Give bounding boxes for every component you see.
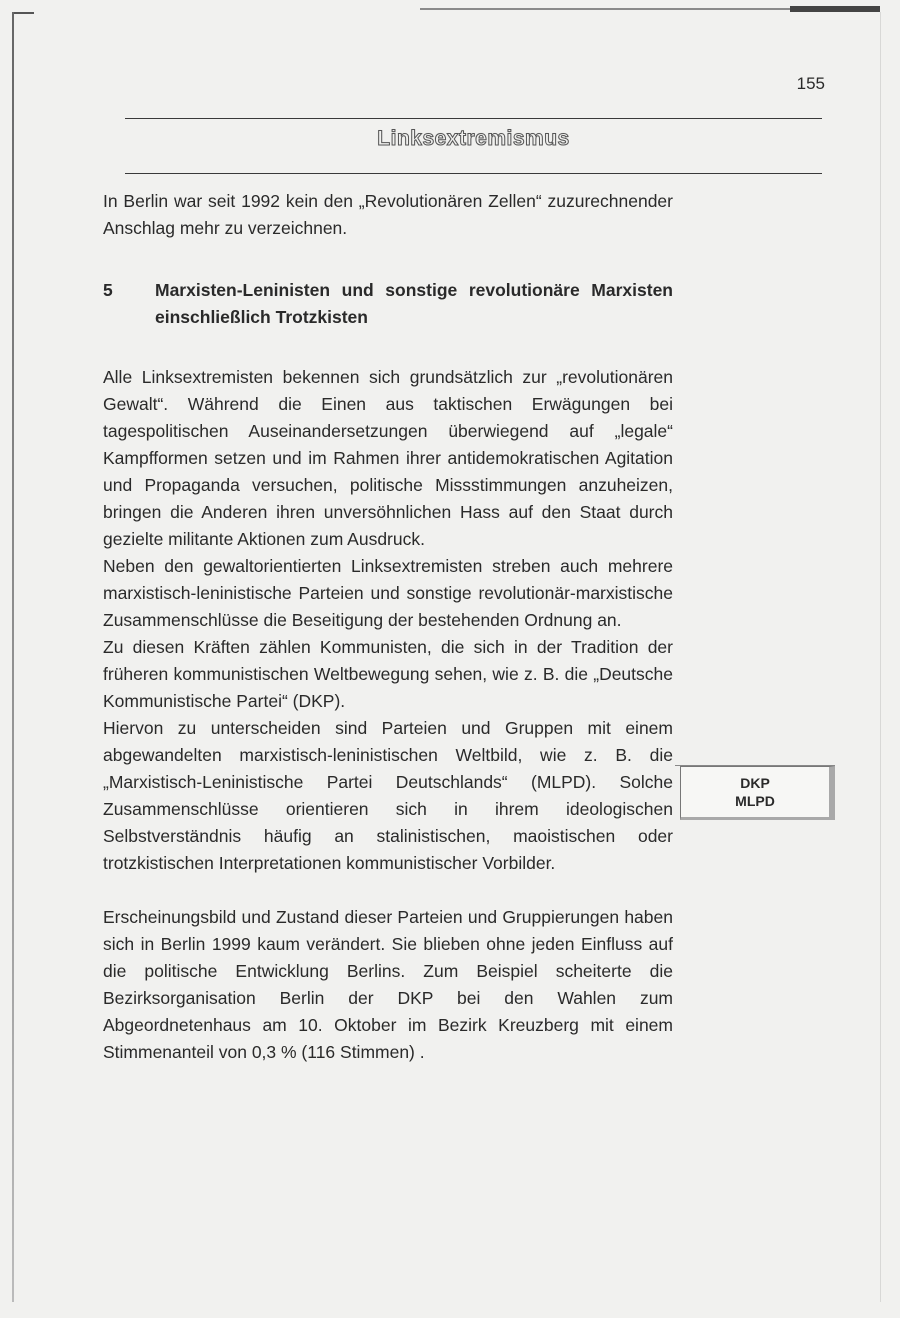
paragraph-parties: Neben den gewaltorientierten Linksextremisten streben auch mehrere marxistisch-leninistische Parteien und sonstige revolutionär-marxistische Zusammenschlüsse die Beseitigung der bestehenden Ordnung an. bbox=[103, 556, 673, 630]
intro-paragraph: In Berlin war seit 1992 kein den „Revolutionären Zellen“ zuzurechnender Anschlag mehr zu verzeichnen. bbox=[103, 191, 673, 238]
paragraph-dkp: Zu diesen Kräften zählen Kommunisten, die sich in der Tradition der früheren kommunistischen Weltbewegung sehen, wie z. B. die „Deutsche Kommunistische Partei“ (DKP). bbox=[103, 637, 673, 711]
paragraph-mlpd: Hiervon zu unterscheiden sind Parteien und Gruppen mit einem abgewandelten marxistisch-leninistischen Weltbild, wie z. B. die „Marxistisch-Leninistische Partei Deutschlands“ (MLPD). Solche Zusammenschlüsse orientieren sich in ihrem ideologischen Selbstverständnis häufig an stalinistischen, maoistischen oder trotzkistischen Interpretationen kommunistischer Vorbilder. bbox=[103, 718, 673, 873]
scan-edge-right bbox=[880, 12, 881, 1302]
header-rule-bottom bbox=[125, 173, 822, 174]
header-rule-top bbox=[125, 118, 822, 119]
running-header: Linksextremismus bbox=[377, 127, 570, 150]
section-number: 5 bbox=[103, 280, 113, 300]
page-number: 155 bbox=[796, 74, 825, 93]
section-heading bbox=[103, 277, 673, 331]
sidebar-keyword-mlpd: MLPD bbox=[735, 793, 775, 809]
closing-paragraph: Erscheinungsbild und Zustand dieser Parteien und Gruppierungen haben sich in Berlin 1999 kaum verändert. Sie blieben ohne jeden Einfluss auf die politische Entwicklung Berlins. Zum Beispiel scheiterte die Bezirksorganisation Berlin der DKP bei den Wahlen zum Abgeordnetenhaus am 10. Oktober im Bezirk Kreuzberg mit einem Stimmenanteil von 0,3 % (116 Stimmen) . bbox=[103, 907, 673, 1062]
sidebar-keyword-dkp: DKP bbox=[740, 775, 770, 791]
page-body bbox=[103, 188, 673, 1066]
paragraph-violence: Alle Linksextremisten bekennen sich grundsätzlich zur „revolutionären Gewalt“. Während die Einen aus taktischen Erwägungen bei tagespolitischen Auseinandersetzungen überwiegend auf „legale“ Kampfformen setzen und im Rahmen ihrer antidemokratischen Agitation und Propaganda versuchen, politische Missstimmungen anzuheizen, bringen die Anderen ihren unversöhnlichen Hass auf den Staat durch gezielte militante Aktionen zum Ausdruck. bbox=[103, 367, 673, 549]
scan-edge-top-dark bbox=[790, 6, 880, 12]
sidebar-keyword-box bbox=[680, 766, 835, 820]
scan-edge-left bbox=[12, 12, 14, 1302]
section-title: Marxisten-Leninisten und sonstige revolutionäre Marxisten einschließlich Trotzkisten bbox=[155, 280, 673, 327]
scan-corner-mark bbox=[12, 12, 34, 14]
